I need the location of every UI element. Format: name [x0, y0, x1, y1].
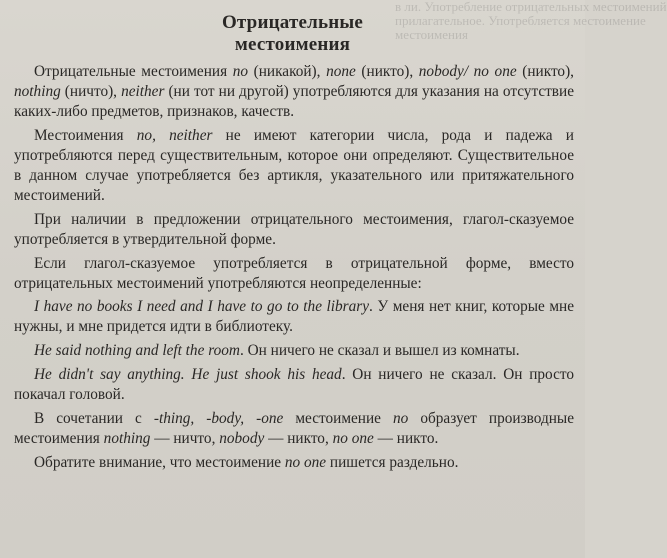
italic-term: He said nothing and left the room: [34, 342, 240, 359]
paragraph-negative-verb: [14, 254, 574, 294]
paragraph-no-one-note: [14, 453, 574, 473]
italic-term: no: [393, 410, 409, 427]
text-run: Местоимения: [34, 127, 137, 144]
text-run: — никто.: [373, 430, 439, 447]
italic-term: no one: [284, 454, 327, 471]
text-run: — ничто,: [150, 430, 220, 447]
italic-term: nothing: [103, 430, 151, 447]
italic-term: none: [326, 63, 356, 80]
page-title-line-2: местоимения: [234, 34, 351, 55]
text-run: (ничто),: [60, 83, 122, 100]
text-run: Если глагол-сказуемое употребляется в отрицательной форме, вместо отрицательных местоимений употребляются неопределенные:: [14, 255, 574, 292]
italic-term: -thing, -body, -one: [153, 410, 284, 427]
text-run: . Он ничего не сказал. Он просто покачал головой.: [14, 366, 574, 403]
text-run: — никто,: [264, 430, 333, 447]
paragraph-affirmative-verb: [14, 210, 574, 250]
text-run: . У меня нет книг, которые мне нужны, и мне придется идти в библиотеку.: [14, 298, 575, 335]
example-shook-head: [14, 365, 574, 405]
italic-term: I have no books I need and I have to go to the library: [34, 298, 370, 315]
italic-term: He didn't say anything. He just shook his head: [34, 366, 342, 383]
italic-term: nothing: [14, 83, 61, 100]
italic-term: neither: [121, 83, 165, 100]
italic-term: no, neither: [136, 127, 213, 144]
paragraph-no-neither: [14, 126, 574, 206]
text-run: В сочетании с: [34, 410, 154, 427]
bleed-line: прилагательное. Употребляется местоимение: [395, 13, 646, 28]
text-run: (никто),: [516, 63, 575, 80]
bleed-line: в ли. Употребление отрицательных местоимений: [395, 0, 667, 14]
text-run: образует производные местоимения: [14, 410, 574, 447]
text-run: Обратите внимание, что местоимение: [34, 454, 285, 471]
text-run: местоимение: [283, 410, 394, 427]
italic-term: no: [232, 63, 249, 80]
paragraph-definition: [14, 62, 574, 122]
text-run: (ни тот ни другой) употребляются для указания на отсутствие каких-либо предметов, признаков, качеств.: [14, 83, 574, 120]
text-run: . Он ничего не сказал и вышел из комнаты.: [239, 342, 520, 359]
text-run: (никто),: [355, 63, 419, 80]
text-run: пишется раздельно.: [326, 454, 459, 471]
text-run: не имеют категории числа, рода и падежа и употребляются перед существительным, которое они определяют. Существительное в данном случае употребляется без артикля, указательного или притяжательного местоимений.: [14, 127, 574, 204]
text-run: (никакой),: [248, 63, 327, 80]
example-library: [14, 297, 574, 337]
page-title-line-1: Отрицательные: [221, 12, 364, 33]
body-text: [14, 62, 574, 477]
text-run: Отрицательные местоимения: [34, 63, 233, 80]
paragraph-derivatives: [14, 409, 574, 449]
italic-term: nobody: [219, 430, 265, 447]
text-run: При наличии в предложении отрицательного местоимения, глагол-сказуемое употребляется в утвердительной форме.: [14, 211, 574, 248]
italic-term: no one: [332, 430, 374, 447]
italic-term: nobody/ no one: [418, 63, 517, 80]
example-left-room: [14, 341, 574, 361]
bleed-line: местоимения: [395, 27, 468, 42]
